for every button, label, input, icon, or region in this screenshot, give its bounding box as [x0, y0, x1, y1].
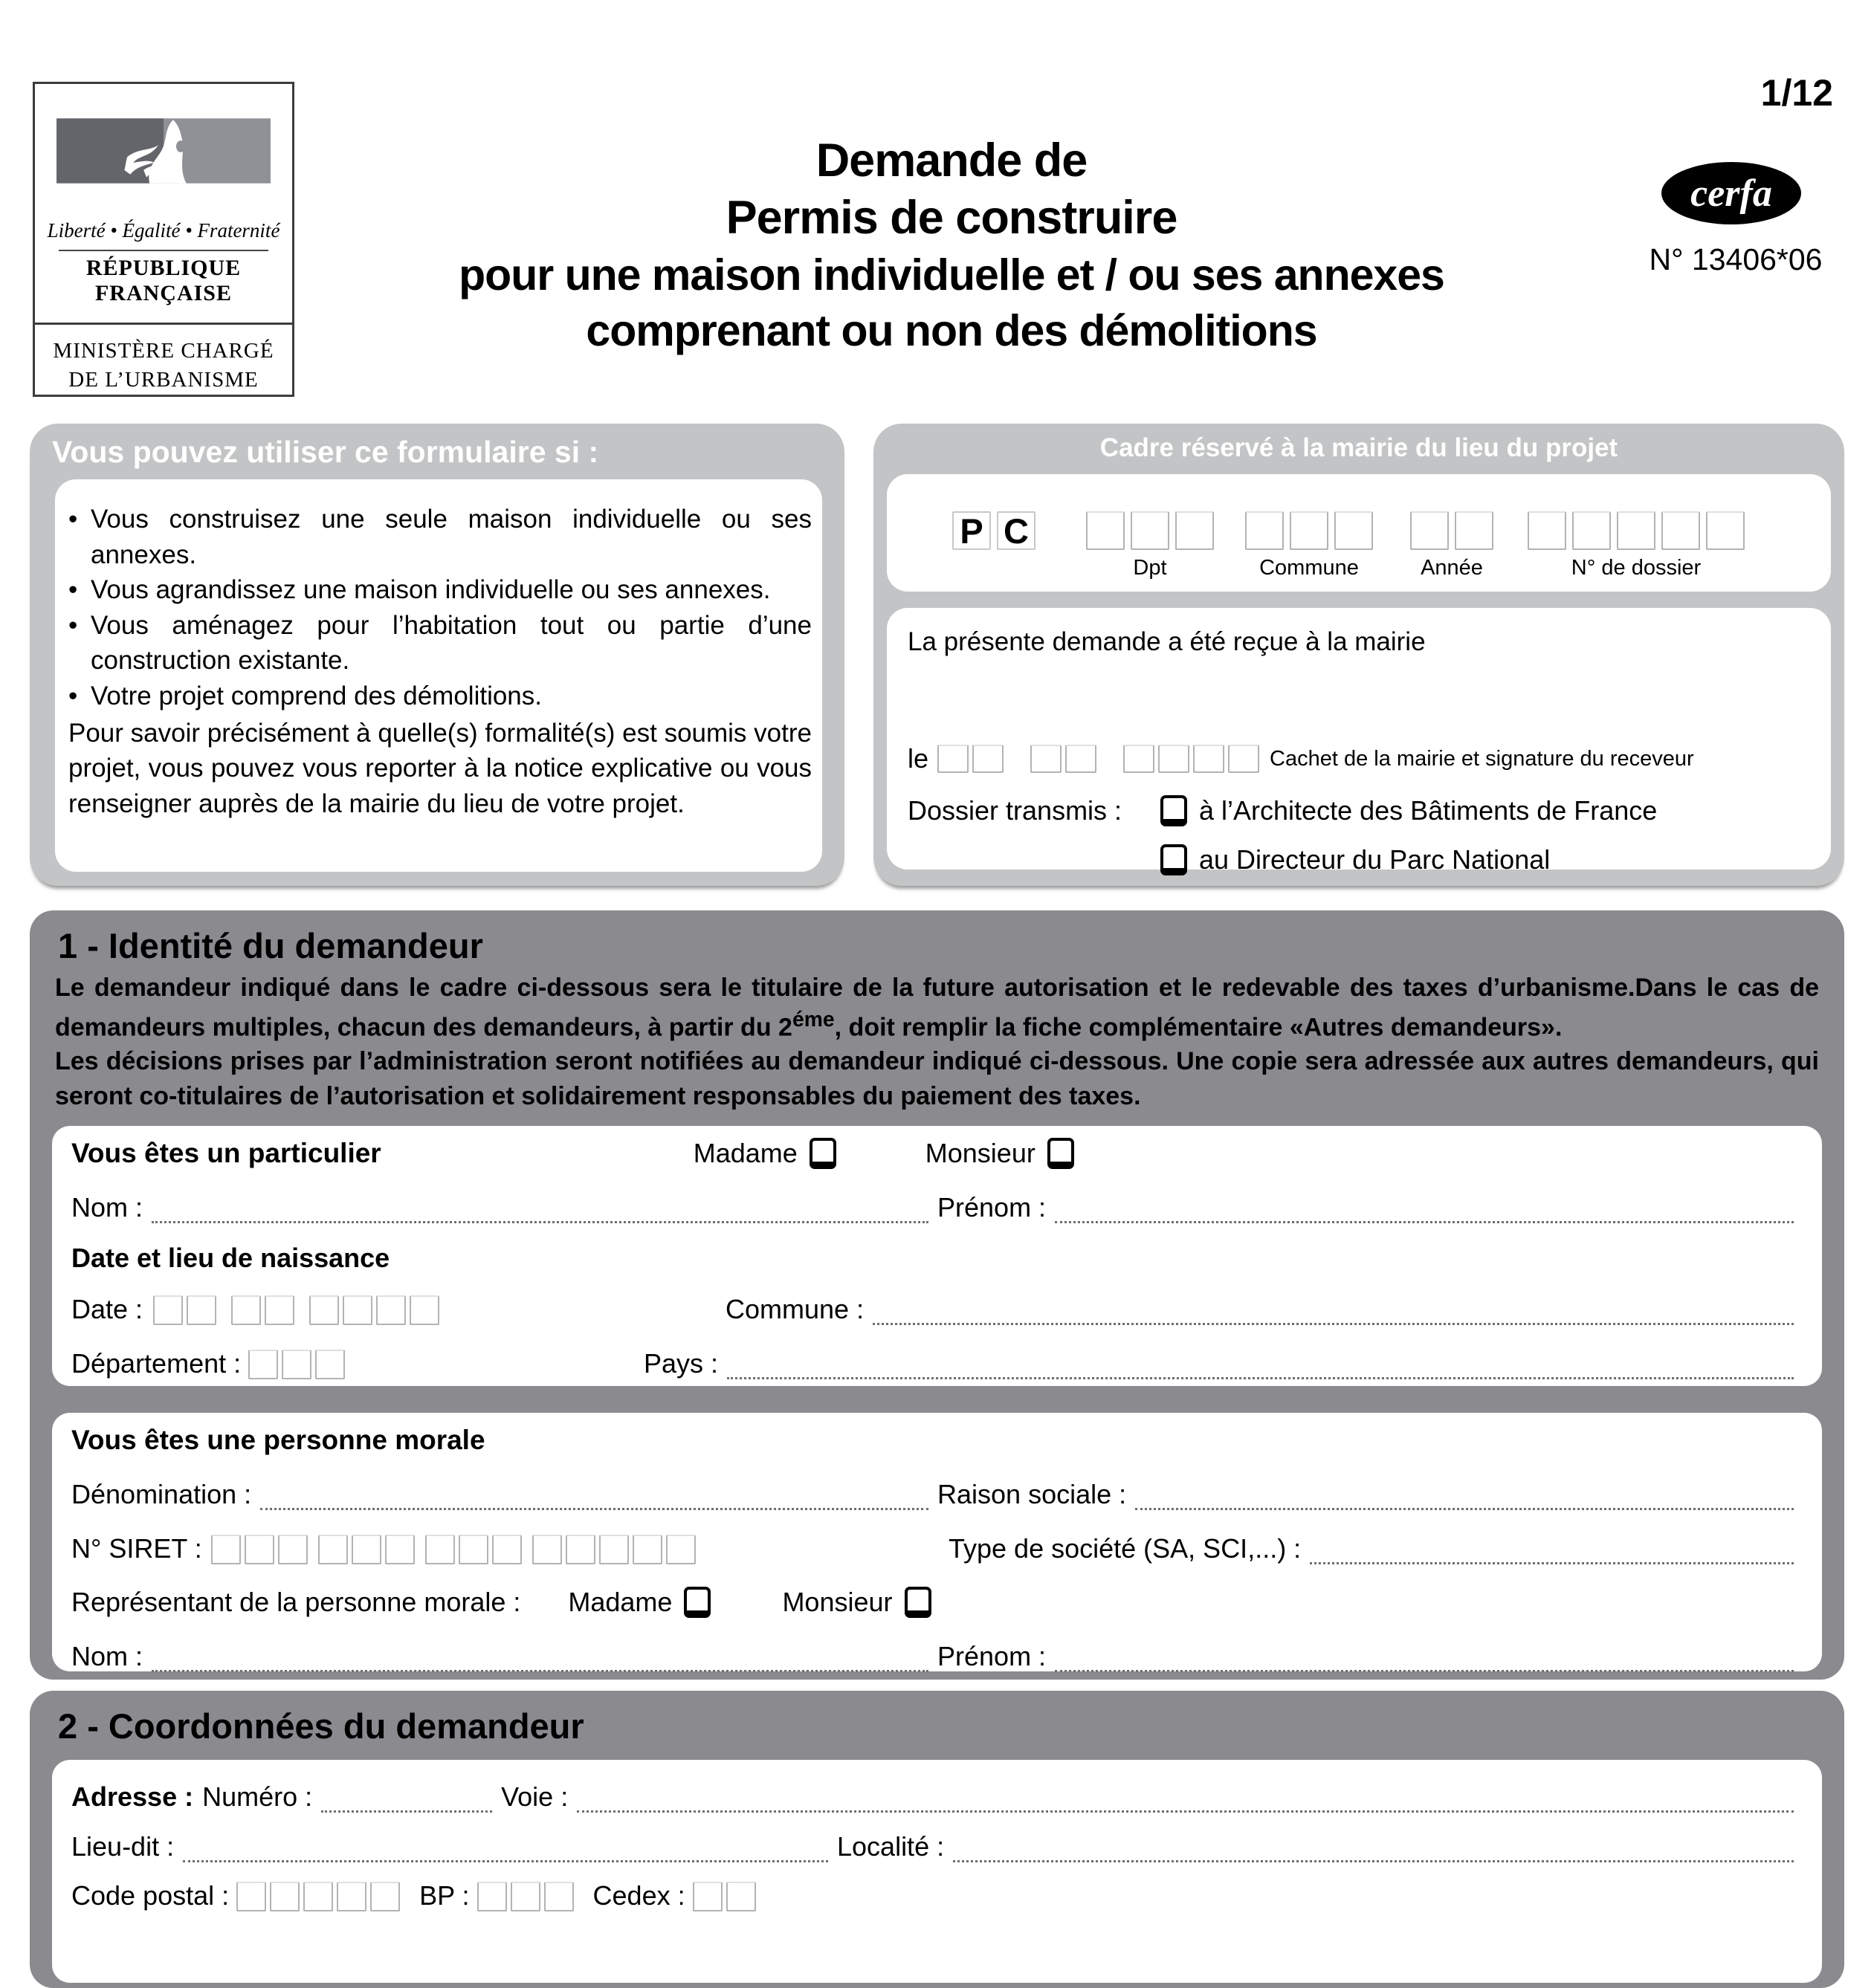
marianne-logo-icon: [56, 118, 271, 184]
digit-cell[interactable]: [1290, 511, 1328, 550]
digit-cell[interactable]: [477, 1882, 507, 1911]
digit-cell[interactable]: [278, 1535, 308, 1564]
digit-cell[interactable]: [1528, 511, 1566, 550]
ministry-title: [35, 323, 292, 395]
digit-cell[interactable]: [211, 1535, 241, 1564]
digit-cell[interactable]: [385, 1535, 415, 1564]
digit-cell[interactable]: [1572, 511, 1611, 550]
digit-cell[interactable]: [633, 1535, 662, 1564]
digit-cell[interactable]: [1455, 511, 1493, 550]
madame-label: Madame: [693, 1137, 798, 1168]
siret-label: N° SIRET :: [71, 1532, 202, 1564]
annee-group: [1410, 511, 1493, 580]
voie-input-line[interactable]: [577, 1781, 1794, 1813]
digit-cell[interactable]: [270, 1882, 300, 1911]
prenom-label: Prénom :: [937, 1640, 1047, 1671]
birth-title: Date et lieu de naissance: [71, 1242, 390, 1273]
pays-input-line[interactable]: [727, 1347, 1794, 1379]
commune-group: [1245, 511, 1373, 580]
dossier-transmis-row-2: [908, 844, 1550, 875]
usage-bullet-3: [68, 608, 812, 679]
digit-cell[interactable]: [726, 1882, 756, 1911]
digit-cell[interactable]: [1158, 745, 1189, 773]
digit-cell[interactable]: [282, 1350, 311, 1379]
representant-row: [71, 1587, 1803, 1618]
pc-number-box: [887, 474, 1831, 592]
code-postal-row: [71, 1880, 1803, 1911]
morale-nom-input-line[interactable]: [152, 1640, 928, 1672]
title-line-1: Demande de: [815, 135, 1088, 187]
digit-cell[interactable]: [1086, 511, 1125, 550]
digit-cell[interactable]: [1245, 511, 1284, 550]
prenom-label: Prénom :: [937, 1191, 1047, 1223]
particulier-header-row: [71, 1138, 1803, 1169]
morale-nom-prenom-row: [71, 1640, 1803, 1672]
parc-national-option-label: au Directeur du Parc National: [1199, 844, 1551, 875]
digit-cell[interactable]: [511, 1882, 540, 1911]
digit-cell[interactable]: [1706, 511, 1745, 550]
digit-cell[interactable]: [1661, 511, 1700, 550]
date-prefix-label: le: [908, 743, 929, 774]
ministry-line2: DE L’URBANISME: [68, 368, 259, 392]
monsieur-checkbox[interactable]: [1047, 1138, 1074, 1169]
lieudit-label: Lieu-dit :: [71, 1831, 175, 1862]
digit-cell[interactable]: [937, 745, 969, 773]
digit-cell[interactable]: [309, 1295, 339, 1325]
nom-input-line[interactable]: [152, 1191, 928, 1223]
madame-label: Madame: [568, 1586, 673, 1617]
usage-bullet-2-text: Vous agrandissez une maison individuelle ou ses annexes.: [91, 575, 771, 605]
intro-superscript: éme: [792, 1007, 835, 1032]
dossier-transmis-label: Dossier transmis :: [908, 795, 1122, 826]
localite-input-line[interactable]: [953, 1830, 1794, 1862]
annee-label: Année: [1421, 556, 1483, 580]
digit-cell[interactable]: [1030, 745, 1062, 773]
logo-motto: Liberté • Égalité • Fraternité: [47, 219, 280, 242]
digit-cell[interactable]: [1617, 511, 1655, 550]
bullet-marker: •: [68, 505, 78, 534]
usage-conditions-panel: [30, 424, 844, 886]
digit-cell[interactable]: [187, 1295, 216, 1325]
cerfa-logo: cerfa: [1661, 162, 1801, 224]
coordonnees-box: [52, 1760, 1822, 1983]
digit-cell[interactable]: [693, 1882, 723, 1911]
usage-bullet-1: [68, 502, 812, 572]
digit-cell[interactable]: [352, 1535, 381, 1564]
representant-label: Représentant de la personne morale :: [71, 1586, 521, 1617]
dpt-group: [1086, 511, 1214, 580]
prenom-input-line[interactable]: [1055, 1191, 1794, 1223]
particulier-box: [52, 1126, 1822, 1386]
birth-header-row: [71, 1243, 1803, 1274]
intro-part-b: , doit remplir la fiche complémentaire «Autres demandeurs».: [834, 1012, 1563, 1041]
digit-cell[interactable]: [318, 1535, 348, 1564]
mairie-panel-title: Cadre réservé à la mairie du lieu du projet: [1099, 433, 1618, 462]
digit-cell[interactable]: [248, 1350, 278, 1379]
numero-label: Numéro :: [202, 1781, 313, 1812]
form-number: N° 13406*06: [1649, 242, 1823, 276]
madame-checkbox[interactable]: [810, 1138, 836, 1169]
ministry-line1: MINISTÈRE CHARGÉ: [53, 339, 274, 363]
digit-cell[interactable]: [337, 1882, 366, 1911]
pays-label: Pays :: [644, 1347, 719, 1379]
pc-letter-cell: C: [997, 511, 1035, 550]
digit-cell[interactable]: [1065, 745, 1096, 773]
architecte-checkbox[interactable]: [1160, 795, 1187, 826]
stamp-caption: Cachet de la mairie et signature du receveur: [1270, 746, 1694, 771]
digit-cell[interactable]: [343, 1295, 372, 1325]
bp-label: BP :: [419, 1880, 470, 1911]
digit-cell[interactable]: [370, 1882, 400, 1911]
pc-letter-cell: P: [952, 511, 991, 550]
representant-monsieur-checkbox[interactable]: [905, 1587, 931, 1618]
title-line-2: Permis de construire: [726, 192, 1177, 245]
digit-cell[interactable]: [544, 1882, 574, 1911]
digit-cell[interactable]: [1193, 745, 1224, 773]
logo-republic-title: RÉPUBLIQUE FRANÇAISE: [85, 256, 242, 305]
denomination-input-line[interactable]: [260, 1478, 928, 1510]
mairie-reserved-panel: [873, 424, 1844, 886]
lieudit-input-line[interactable]: [183, 1830, 828, 1862]
usage-bullet-4-text: Votre projet comprend des démolitions.: [91, 681, 542, 710]
section-1-intro: [55, 971, 1819, 1114]
architecte-option-label: à l’Architecte des Bâtiments de France: [1199, 795, 1658, 826]
usage-bullet-3-text: Vous aménagez pour l’habitation tout ou partie d’une construction existante.: [91, 610, 812, 676]
intro-part-2: Les décisions prises par l’administration seront notifiées au demandeur indiqué ci-dessous. Une copie sera adressée aux autres demandeurs, qui seront co-titulaires de l’autorisation et solidairement responsables du paiement des taxes.: [55, 1047, 1819, 1111]
siret-row: [71, 1532, 1803, 1564]
usage-panel-body: [55, 479, 822, 872]
section-2-coordonnees-panel: [30, 1691, 1844, 1988]
commune-naissance-input-line[interactable]: [873, 1293, 1794, 1325]
digit-cell[interactable]: [425, 1535, 455, 1564]
digit-cell[interactable]: [1410, 511, 1449, 550]
dossier-group: [1528, 511, 1745, 580]
page-number: 1/12: [1760, 72, 1833, 114]
morale-header-row: [71, 1425, 1803, 1456]
digit-cell[interactable]: [1334, 511, 1373, 550]
title-line-4: comprenant ou non des démolitions: [586, 306, 1317, 356]
digit-cell[interactable]: [315, 1350, 345, 1379]
morale-title: Vous êtes une personne morale: [71, 1424, 485, 1455]
voie-label: Voie :: [501, 1781, 569, 1812]
digit-cell[interactable]: [265, 1295, 294, 1325]
receipt-date-row: [908, 743, 1694, 774]
digit-cell[interactable]: [1175, 511, 1214, 550]
denomination-row: [71, 1478, 1803, 1510]
type-societe-input-line[interactable]: [1310, 1532, 1794, 1564]
digit-cell[interactable]: [1228, 745, 1259, 773]
digit-cell[interactable]: [492, 1535, 522, 1564]
lieudit-row: [71, 1830, 1803, 1862]
representant-madame-checkbox[interactable]: [684, 1587, 711, 1618]
usage-bullet-4: [68, 679, 812, 714]
adresse-row: [71, 1781, 1803, 1813]
nom-prenom-row: [71, 1191, 1803, 1223]
digit-cell[interactable]: [410, 1295, 439, 1325]
particulier-title: Vous êtes un particulier: [71, 1137, 381, 1168]
monsieur-label: Monsieur: [925, 1137, 1035, 1168]
digit-cell[interactable]: [245, 1535, 274, 1564]
monsieur-label: Monsieur: [782, 1586, 893, 1617]
nom-label: Nom :: [71, 1640, 143, 1671]
digit-cell[interactable]: [231, 1295, 261, 1325]
digit-cell[interactable]: [666, 1535, 696, 1564]
digit-cell[interactable]: [599, 1535, 629, 1564]
digit-cell[interactable]: [236, 1882, 266, 1911]
parc-national-checkbox[interactable]: [1160, 844, 1187, 875]
commune-naissance-label: Commune :: [726, 1293, 865, 1324]
section-1-title: 1 - Identité du demandeur: [58, 926, 483, 965]
section-1-identite-panel: [30, 910, 1844, 1680]
title-line-3: pour une maison individuelle et / ou ses annexes: [459, 250, 1444, 300]
section-2-title: 2 - Coordonnées du demandeur: [58, 1706, 584, 1746]
digit-cell[interactable]: [1123, 745, 1154, 773]
type-societe-label: Type de société (SA, SCI,...) :: [949, 1532, 1302, 1564]
dpt-label: Dpt: [1133, 556, 1167, 580]
digit-cell[interactable]: [972, 745, 1004, 773]
departement-label: Département :: [71, 1347, 242, 1379]
digit-cell[interactable]: [153, 1295, 183, 1325]
code-postal-label: Code postal :: [71, 1880, 230, 1911]
raison-sociale-label: Raison sociale :: [937, 1478, 1127, 1509]
morale-prenom-input-line[interactable]: [1055, 1640, 1794, 1672]
digit-cell[interactable]: [1131, 511, 1169, 550]
personne-morale-box: [52, 1413, 1822, 1671]
dossier-transmis-row-1: [908, 795, 1657, 826]
document-title: [297, 132, 1606, 360]
digit-cell[interactable]: [303, 1882, 333, 1911]
bullet-marker: •: [68, 681, 78, 710]
pc-letters-group: [952, 511, 1035, 580]
logo-divider: [59, 250, 268, 251]
commune-label: Commune: [1259, 556, 1359, 580]
localite-label: Localité :: [837, 1831, 945, 1862]
adresse-label: Adresse :: [71, 1781, 194, 1812]
dossier-label: N° de dossier: [1571, 556, 1702, 580]
usage-note: Pour savoir précisément à quelle(s) formalité(s) est soumis votre projet, vous pouvez vous reporter à la notice explicative ou vous renseigner auprès de la mairie du lieu de votre projet.: [68, 718, 812, 818]
digit-cell[interactable]: [532, 1535, 562, 1564]
nom-label: Nom :: [71, 1191, 143, 1223]
digit-cell[interactable]: [566, 1535, 595, 1564]
raison-sociale-input-line[interactable]: [1135, 1478, 1794, 1510]
usage-panel-title: Vous pouvez utiliser ce formulaire si :: [52, 435, 599, 469]
bullet-marker: •: [68, 610, 78, 640]
received-text: La présente demande a été reçue à la mairie: [908, 627, 1426, 656]
republique-francaise-logo-block: [33, 82, 294, 397]
denomination-label: Dénomination :: [71, 1478, 252, 1509]
usage-bullet-2: [68, 572, 812, 608]
bullet-marker: •: [68, 575, 78, 605]
birth-place-row: [71, 1347, 1803, 1379]
birth-date-row: [71, 1293, 1803, 1325]
digit-cell[interactable]: [459, 1535, 488, 1564]
usage-bullet-1-text: Vous construisez une seule maison individuelle ou ses annexes.: [91, 505, 812, 569]
digit-cell[interactable]: [376, 1295, 406, 1325]
intro-part-a: Le demandeur indiqué dans le cadre ci-dessous sera le titulaire de la future autorisation et le redevable des taxes d’urbanisme.Dans le cas de demandeurs multiples, chacun des demandeurs, à partir du 2: [55, 974, 1819, 1041]
numero-input-line[interactable]: [321, 1781, 492, 1813]
date-label: Date :: [71, 1293, 143, 1324]
cedex-label: Cedex :: [592, 1880, 685, 1911]
mairie-receipt-box: [887, 608, 1831, 875]
pc-letters-label: [991, 556, 997, 580]
